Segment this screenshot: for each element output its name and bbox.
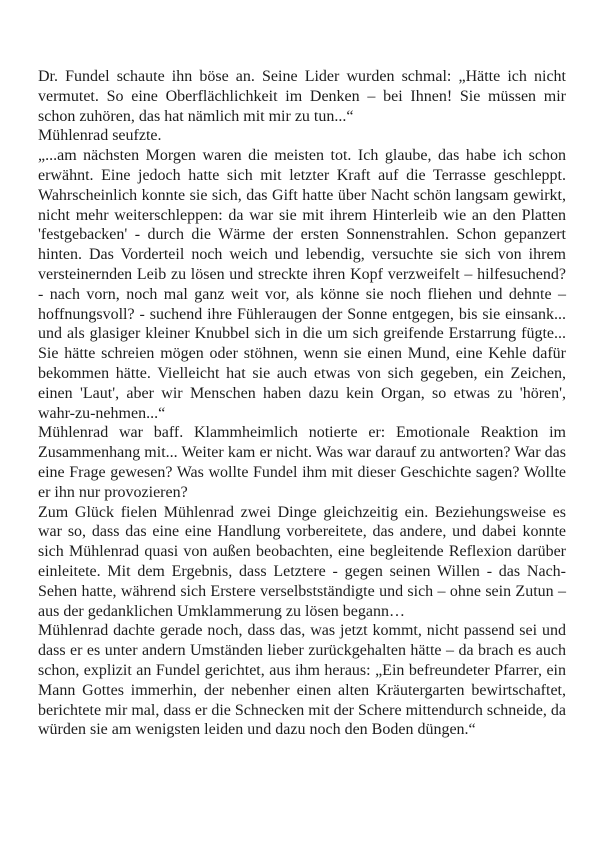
paragraph-zum-glueck: Zum Glück fielen Mühlenrad zwei Dinge gleichzeitig ein. Beziehungsweise es war so, dass das eine eine Handlung vorbereitete, das andere, und dabei konnte sich Mühlenrad quasi von außen beobachten, eine begleitende Reflexion darüber einleitete. Mit dem Ergebnis, dass Letztere - gegen seinen Willen - das Nach-Sehen hatte, während sich Erstere verselbstständigte und sich – ohne sein Zutun – aus der gedanklichen Umklammerung zu lösen begann… xyxy=(38,503,566,620)
paragraph-snail-story: „...am nächsten Morgen waren die meisten tot. Ich glaube, das habe ich schon erwähnt. Eine jedoch hatte sich mit letzter Kraft auf die Terrasse geschleppt. Wahrscheinlich konnte sie sich, das Gift hatte über Nacht schön langsam gewirkt, nicht mehr weiterschleppen: da war sie mit ihrem Hinterleib wie an den Platten 'festgebacken' - durch die Wärme der ersten Sonnenstrahlen. Schon gepanzert hinten. Das Vorderteil noch weich und lebendig, versuchte sie sich von ihrem versteinernden Leib zu lösen und streckte ihren Kopf verzweifelt – hilfesuchend? - nach vorn, noch mal ganz weit vor, als könne sie noch fliehen und dehnte – hoffnungsvoll? - suchend ihre Fühleraugen der Sonne entgegen, bis sie einsank... und als glasiger kleiner Knubbel sich in die um sich greifende Erstarrung fügte... Sie hätte schreien mögen oder stöhnen, wenn sie einen Mund, eine Kehle dafür bekommen hätte. Vielleicht hat sie auch etwas von sich gegeben, ein Zeichen, einen 'Laut', aber wir Menschen haben dazu kein Organ, so etwas zu 'hören', wahr-zu-nehmen...“ xyxy=(38,147,566,422)
text-block xyxy=(38,67,566,740)
paragraph-muehlenrad-baff: Mühlenrad war baff. Klammheimlich notierte er: Emotionale Reaktion im Zusammenhang mit... Weiter kam er nicht. Was war darauf zu antworten? War das eine Frage gewesen? Was wollte Fundel ihm mit dieser Geschichte sagen? Wollte er ihn nur provozieren? xyxy=(38,424,566,501)
paragraph-pfarrer-anecdote: Mühlenrad dachte gerade noch, dass das, was jetzt kommt, nicht passend sei und dass er es unter andern Umständen lieber zurückgehalten hätte – da brach es auch schon, explizit an Fundel gerichtet, aus ihm heraus: „Ein befreundeter Pfarrer, ein Mann Gottes immerhin, der nebenher einen alten Kräutergarten bewirtschaftet, berichtete mir mal, dass er die Schnecken mit der Schere mittendurch schneide, da würden sie am wenigsten leiden und dazu noch den Boden düngen.“ xyxy=(38,622,566,739)
paragraph-dr-fundel-reply: Dr. Fundel schaute ihn böse an. Seine Lider wurden schmal: „Hätte ich nicht vermutet. So eine Oberflächlichkeit im Denken – bei Ihnen! Sie müssen mir schon zuhören, das hat nämlich mit mir zu tun...“ xyxy=(38,68,566,125)
paragraph-muehlenrad-seufzte: Mühlenrad seufzte. xyxy=(38,127,162,145)
